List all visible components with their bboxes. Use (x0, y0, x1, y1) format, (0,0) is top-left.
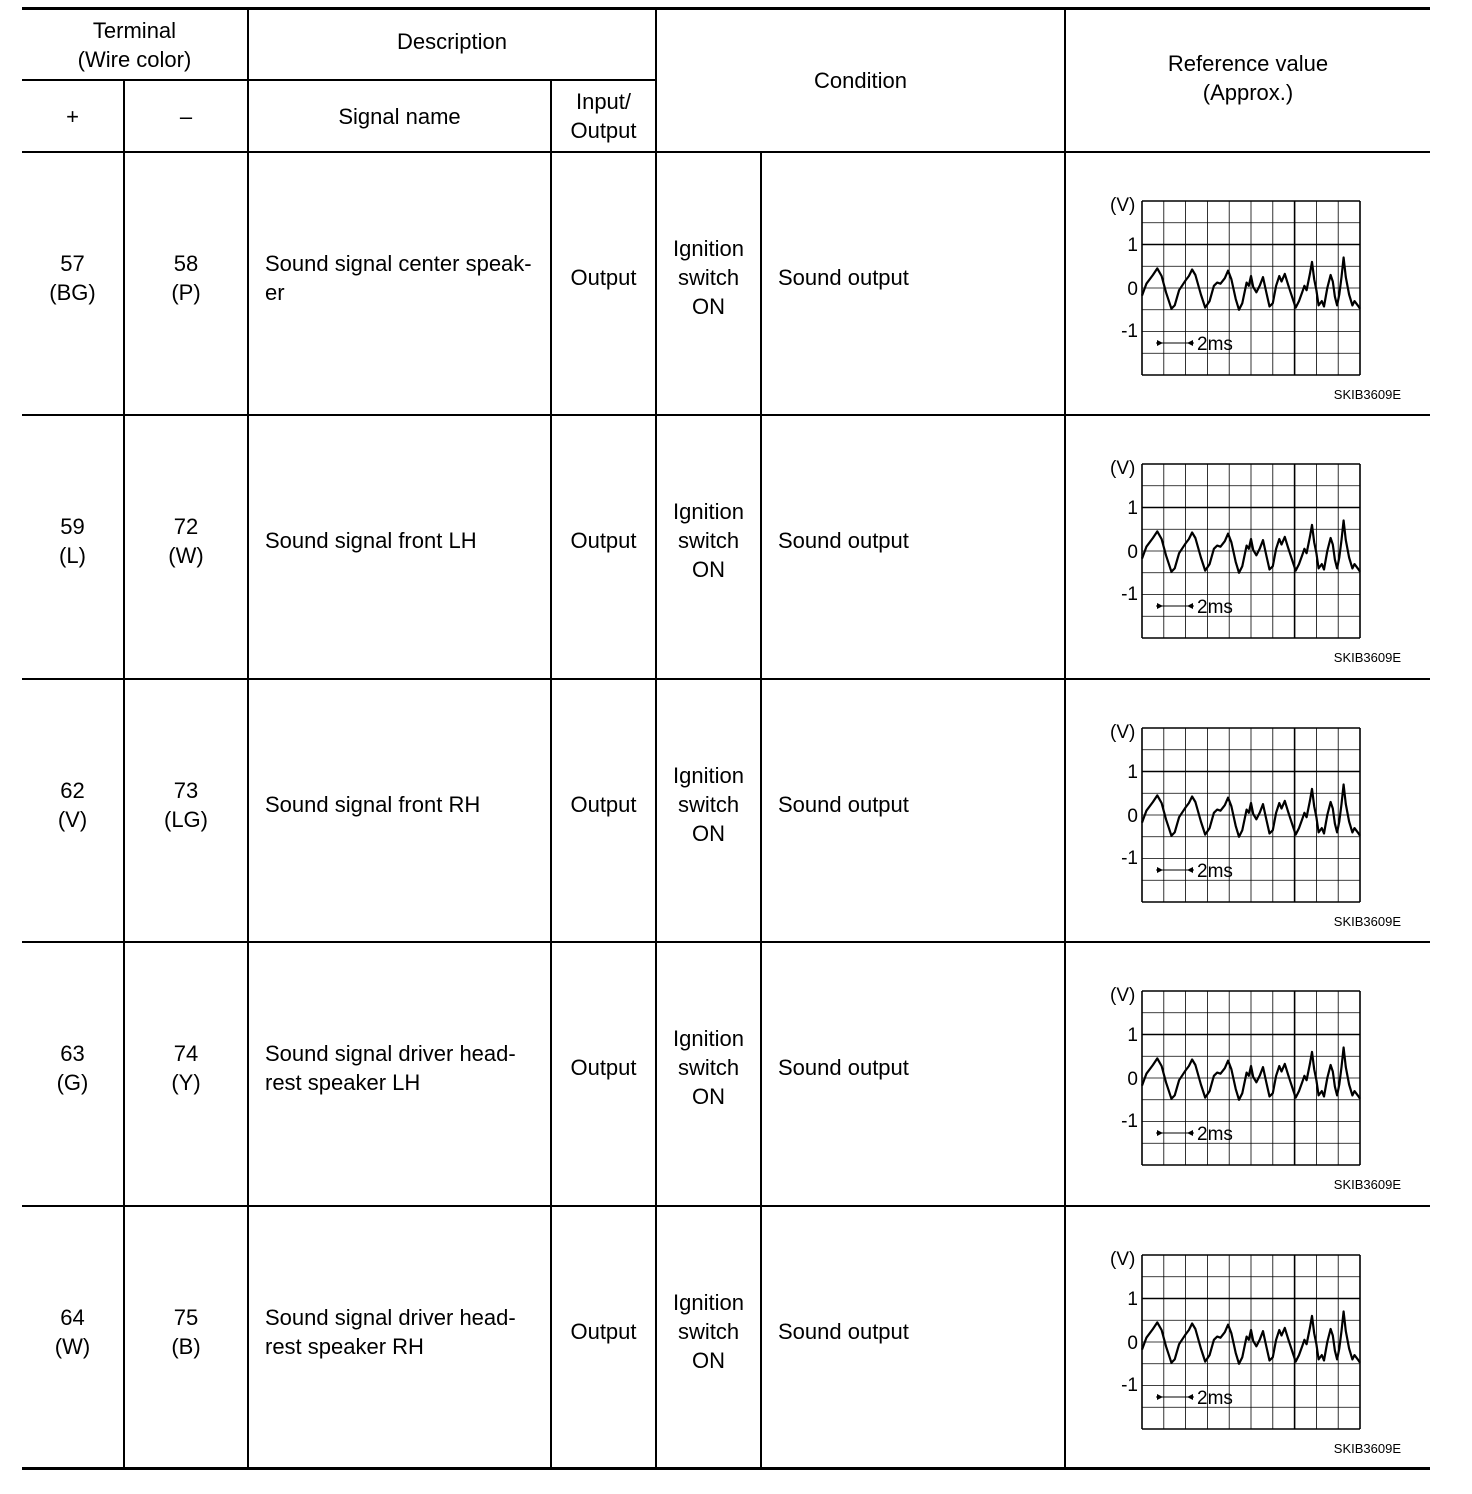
row-5-minus-text: 75 (173, 1304, 199, 1330)
figure-code: SKIB3609E (1333, 387, 1401, 402)
row-2-plus-text: 59 (60, 513, 85, 539)
arrow-head (1157, 1394, 1163, 1400)
row-1-io-cell (552, 147, 655, 408)
row-1-cond2-cell (762, 147, 1064, 408)
row-2-signal-text: Sound signal front LH (265, 528, 477, 553)
y-tick-label: -1 (1121, 848, 1138, 869)
row-5-plus-cell (22, 1201, 123, 1462)
row-2-plus-text: (L) (59, 542, 86, 568)
time-division-label: 2ms (1197, 861, 1233, 882)
row-5-minus-cell (125, 1201, 247, 1462)
oscilloscope-svg (1066, 153, 1428, 414)
header-description (249, 10, 655, 72)
y-tick-label: 0 (1127, 1333, 1138, 1354)
row-3-cond1-text: switch (677, 792, 740, 817)
header-description-label: Description (396, 28, 508, 54)
row-2-waveform-figure (1066, 416, 1428, 677)
y-tick-label: 1 (1127, 235, 1138, 256)
oscilloscope-svg (1066, 943, 1428, 1204)
row-5-io-cell (552, 1201, 655, 1462)
row-4-cond1-text: Ignition (673, 1026, 744, 1051)
header-reference (1066, 10, 1430, 146)
row-3-minus-cell (125, 674, 247, 935)
header-terminal (22, 10, 247, 79)
row-1-minus-cell (125, 147, 247, 408)
row-3-cond2-cell (762, 674, 1064, 935)
row-2-minus-text: (W) (168, 542, 204, 568)
time-division-label: 2ms (1197, 1388, 1233, 1409)
row-5-cond1-text: Ignition (673, 1290, 744, 1315)
arrow-head (1187, 1394, 1193, 1400)
y-tick-label: 0 (1127, 279, 1138, 300)
row-2-cond2-cell (762, 410, 1064, 671)
row-2-cond1-cell (657, 410, 760, 671)
header-reference-line2: (Approx.) (1202, 80, 1294, 105)
row-4-waveform-figure (1066, 943, 1428, 1204)
header-minus-label: – (179, 103, 193, 129)
row-2-minus-text: 72 (173, 513, 199, 539)
row-1-signal-text: Sound signal center speak- (265, 250, 532, 276)
row-4-signal-text: rest speaker LH (265, 1069, 421, 1095)
row-5-cond1-text: ON (692, 1348, 725, 1373)
time-division-label: 2ms (1197, 597, 1233, 618)
row-2-cond1-text: Ignition (673, 499, 744, 524)
row-3-cond1-cell (657, 674, 760, 935)
row-1-cond1-cell (657, 147, 760, 408)
y-tick-label: -1 (1121, 1375, 1138, 1396)
row-1-minus-text: (P) (171, 279, 201, 305)
row-4-cond1-cell (657, 937, 760, 1198)
header-signal-name-label: Signal name (338, 103, 461, 129)
row-4-minus-cell (125, 937, 247, 1198)
row-5-io-text: Output (570, 1319, 637, 1344)
y-tick-label: -1 (1121, 321, 1138, 342)
row-5-minus-text: (B) (171, 1333, 201, 1359)
y-tick-label: -1 (1121, 584, 1138, 605)
row-4-cond1-text: ON (692, 1084, 725, 1109)
row-2-io-cell (552, 410, 655, 671)
unit-label: (V) (1110, 1249, 1136, 1270)
figure-code: SKIB3609E (1333, 1441, 1401, 1456)
row-3-waveform-figure (1066, 680, 1428, 941)
row-5-signal-text: rest speaker RH (265, 1333, 424, 1359)
oscilloscope-svg (1066, 1207, 1428, 1468)
unit-label: (V) (1110, 458, 1136, 479)
row-1-minus-text: 58 (173, 250, 199, 276)
row-3-cond1-text: ON (692, 821, 725, 846)
header-minus (125, 81, 247, 151)
header-signal-name (249, 81, 550, 151)
row-4-io-text: Output (570, 1055, 637, 1080)
header-terminal-line2: (Wire color) (77, 46, 192, 72)
row-5-waveform-figure (1066, 1207, 1428, 1468)
row-4-cond2-cell (762, 937, 1064, 1198)
row-3-plus-cell (22, 674, 123, 935)
row-5-signal-text: Sound signal driver head- (265, 1304, 516, 1330)
row-3-io-cell (552, 674, 655, 935)
y-tick-label: 1 (1127, 1025, 1138, 1046)
figure-code: SKIB3609E (1333, 914, 1401, 929)
header-plus (22, 81, 123, 151)
row-3-minus-text: (LG) (164, 806, 208, 832)
row-3-plus-text: 62 (60, 777, 85, 803)
row-5-cond2-cell (762, 1201, 1064, 1462)
row-1-cond1-text: Ignition (673, 236, 744, 261)
header-input-output (552, 81, 655, 151)
row-5-cond1-cell (657, 1201, 760, 1462)
row-2-cond1-text: switch (677, 528, 740, 553)
row-1-plus-cell (22, 147, 123, 408)
oscilloscope-svg (1066, 416, 1428, 677)
row-4-plus-cell (22, 937, 123, 1198)
header-io-line1: Input/ (575, 89, 632, 114)
row-3-signal-cell (249, 674, 550, 935)
row-1-cond1-text: ON (692, 294, 725, 319)
header-terminal-line1: Terminal (92, 17, 177, 43)
row-1-io-text: Output (570, 265, 637, 290)
row-1-plus-text: 57 (60, 250, 85, 276)
figure-code: SKIB3609E (1333, 650, 1401, 665)
y-tick-label: 0 (1127, 542, 1138, 563)
row-5-plus-text: 64 (60, 1304, 85, 1330)
row-3-cond2-text: Sound output (778, 792, 909, 817)
row-2-minus-cell (125, 410, 247, 671)
row-4-signal-text: Sound signal driver head- (265, 1040, 516, 1066)
unit-label: (V) (1110, 985, 1136, 1006)
row-4-minus-text: 74 (173, 1040, 199, 1066)
arrow-head (1157, 603, 1163, 609)
row-2-cond1-text: ON (692, 557, 725, 582)
row-4-cond1-text: switch (677, 1055, 740, 1080)
row-2-io-text: Output (570, 528, 637, 553)
unit-label: (V) (1110, 195, 1136, 216)
row-2-cond2-text: Sound output (778, 528, 909, 553)
row-4-signal-cell (249, 937, 550, 1198)
arrow-head (1187, 603, 1193, 609)
row-3-cond1-text: Ignition (673, 763, 744, 788)
row-2-signal-cell (249, 410, 550, 671)
time-division-label: 2ms (1197, 1124, 1233, 1145)
row-4-cond2-text: Sound output (778, 1055, 909, 1080)
row-3-io-text: Output (570, 792, 637, 817)
unit-label: (V) (1110, 722, 1136, 743)
row-1-signal-cell (249, 147, 550, 408)
row-3-minus-text: 73 (173, 777, 199, 803)
arrow-head (1187, 867, 1193, 873)
arrow-head (1187, 1130, 1193, 1136)
header-condition (657, 10, 1064, 151)
row-5-signal-cell (249, 1201, 550, 1462)
oscilloscope-svg (1066, 680, 1428, 941)
y-tick-label: 1 (1127, 762, 1138, 783)
figure-code: SKIB3609E (1333, 1177, 1401, 1192)
arrow-head (1187, 340, 1193, 346)
y-tick-label: 0 (1127, 1069, 1138, 1090)
row-4-plus-text: (G) (56, 1069, 89, 1095)
row-1-waveform-figure (1066, 153, 1428, 414)
row-4-plus-text: 63 (60, 1040, 85, 1066)
row-5-cond2-text: Sound output (778, 1319, 909, 1344)
y-tick-label: -1 (1121, 1111, 1138, 1132)
y-tick-label: 1 (1127, 498, 1138, 519)
row-4-io-cell (552, 937, 655, 1198)
y-tick-label: 0 (1127, 806, 1138, 827)
row-5-cond1-text: switch (677, 1319, 740, 1344)
row-1-plus-text: (BG) (49, 279, 96, 305)
header-plus-label: + (66, 103, 79, 129)
time-division-label: 2ms (1197, 334, 1233, 355)
header-reference-line1: Reference value (1167, 51, 1329, 76)
y-tick-label: 1 (1127, 1289, 1138, 1310)
row-3-signal-text: Sound signal front RH (265, 792, 481, 817)
header-io-line2: Output (570, 118, 637, 143)
header-condition-label: Condition (814, 68, 907, 93)
row-1-signal-text: er (265, 279, 285, 305)
arrow-head (1157, 1130, 1163, 1136)
row-1-cond2-text: Sound output (778, 265, 909, 290)
row-2-plus-cell (22, 410, 123, 671)
row-1-cond1-text: switch (677, 265, 740, 290)
row-3-plus-text: (V) (57, 806, 88, 832)
arrow-head (1157, 340, 1163, 346)
row-5-plus-text: (W) (54, 1333, 91, 1359)
row-4-minus-text: (Y) (171, 1069, 201, 1095)
arrow-head (1157, 867, 1163, 873)
